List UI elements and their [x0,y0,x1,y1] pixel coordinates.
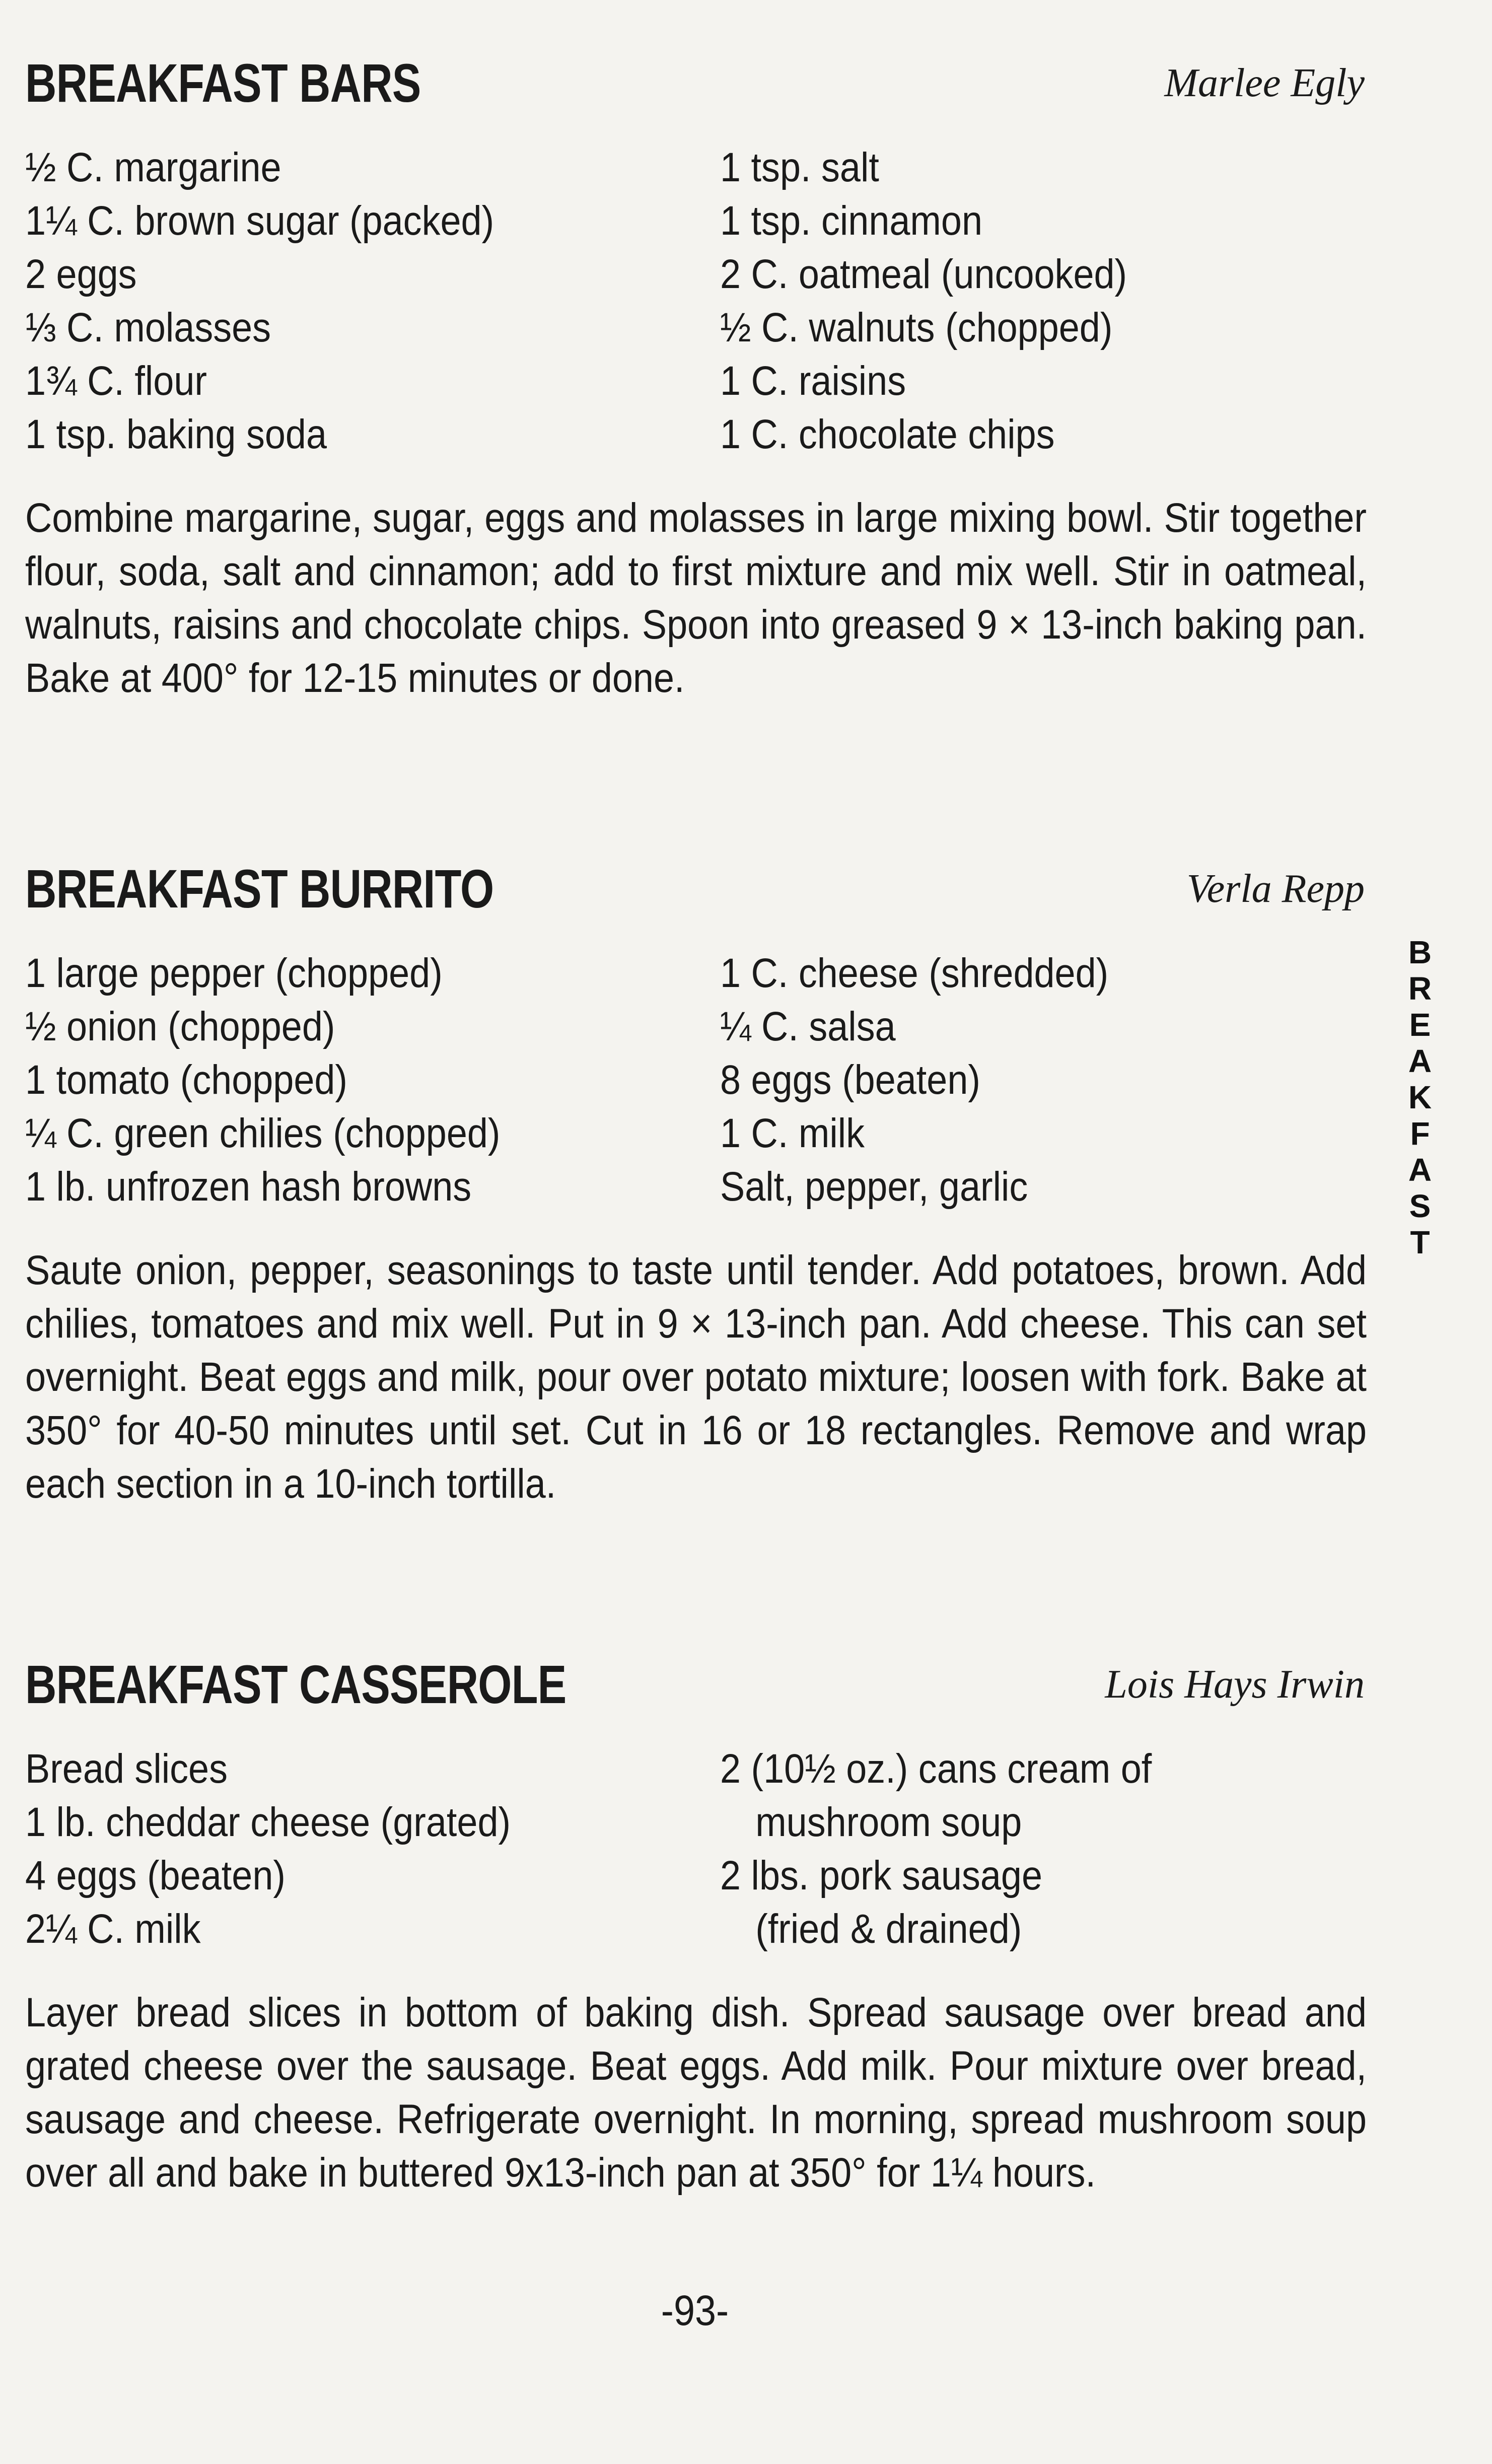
recipe-title: BREAKFAST BURRITO [25,858,494,919]
ingredients-left-column [25,947,651,1214]
ingredients-left-column [25,141,651,461]
recipe-header [25,50,1365,121]
ingredient: (fried & drained) [755,1906,1022,1952]
ingredient: 1 tsp. baking soda [25,411,327,457]
recipe-header [25,856,1365,927]
ingredient: ⅓ C. molasses [25,305,271,350]
ingredient: 1 C. cheese (shredded) [720,950,1109,996]
recipe-title: BREAKFAST CASSEROLE [25,1654,566,1715]
tab-letter: F [1410,1115,1430,1152]
ingredient: 1 C. chocolate chips [720,411,1055,457]
ingredient: 1 large pepper (chopped) [25,950,443,996]
ingredients-list [25,947,1365,1214]
ingredient: 2 eggs [25,251,137,297]
ingredients-list [25,141,1365,461]
ingredients-list [25,1742,1365,1956]
ingredients-right-column [720,141,1300,461]
recipe-author: Verla Repp [1186,867,1365,911]
ingredient: ¼ C. green chilies (chopped) [25,1110,501,1156]
ingredient: Salt, pepper, garlic [720,1164,1028,1210]
recipe-author: Lois Hays Irwin [1105,1662,1365,1707]
recipe-directions: Saute onion, pepper, seasonings to taste until tender. Add potatoes, brown. Add chilies, tomatoes and mix well. Put in 9 × 13-inch pan. Add cheese. This can set overnight. Beat eggs and milk, pour over potato mixture; loosen with fork. Bake at 350° for 40-50 minutes until set. Cut in 16 or 18 rectangles. Remove and wrap each section in a 10-inch tortilla. [25,1247,1367,1507]
ingredient: 2 lbs. pork sausage [720,1853,1042,1898]
ingredient: 4 eggs (beaten) [25,1853,286,1898]
ingredient: 1¾ C. flour [25,358,207,404]
recipe-breakfast-burrito [25,856,1365,1511]
tab-letter: A [1408,1043,1432,1079]
ingredient: 1¼ C. brown sugar (packed) [25,198,494,244]
ingredient: mushroom soup [755,1799,1022,1845]
ingredient: 1 lb. cheddar cheese (grated) [25,1799,511,1845]
ingredient: 1 C. raisins [720,358,906,404]
ingredient: 2¼ C. milk [25,1906,201,1952]
ingredient: 1 tomato (chopped) [25,1057,347,1103]
tab-letter: S [1409,1188,1431,1224]
recipe-author: Marlee Egly [1164,61,1365,105]
ingredient: 1 C. milk [720,1110,865,1156]
ingredient: 2 (10½ oz.) cans cream of [720,1746,1152,1792]
recipe-breakfast-bars [25,50,1365,705]
tab-letter: T [1410,1224,1430,1260]
ingredients-right-column [720,947,1300,1214]
tab-letter: E [1409,1007,1431,1043]
ingredient: 1 lb. unfrozen hash browns [25,1164,472,1210]
ingredient: 2 C. oatmeal (uncooked) [720,251,1127,297]
ingredient: 1 tsp. cinnamon [720,198,983,244]
tab-letter: R [1408,970,1432,1007]
ingredient: ½ C. margarine [25,145,281,190]
ingredient: ½ C. walnuts (chopped) [720,305,1113,350]
page-number: -93- [661,2287,729,2334]
ingredient: 1 tsp. salt [720,145,879,190]
tab-letter: K [1408,1079,1432,1115]
recipe-breakfast-casserole [25,1652,1365,2200]
recipe-directions: Combine margarine, sugar, eggs and molasses in large mixing bowl. Stir together flour, soda, salt and cinnamon; add to first mixture and mix well. Stir in oatmeal, walnuts, raisins and chocolate chips. Spoon into greased 9 × 13-inch baking pan. Bake at 400° for 12-15 minutes or done. [25,495,1367,701]
ingredients-left-column [25,1742,651,1956]
ingredients-right-column [720,1742,1300,1956]
ingredient: ¼ C. salsa [720,1004,896,1049]
tab-letter: B [1408,934,1432,970]
recipe-header [25,1652,1365,1722]
recipe-title: BREAKFAST BARS [25,52,421,113]
ingredient: ½ onion (chopped) [25,1004,335,1049]
ingredient: Bread slices [25,1746,228,1792]
section-tab-breakfast [1400,934,1440,1260]
tab-letter: A [1408,1152,1432,1188]
ingredient: 8 eggs (beaten) [720,1057,980,1103]
recipe-directions: Layer bread slices in bottom of baking dish. Spread sausage over bread and grated cheese over the sausage. Beat eggs. Add milk. Pour mixture over bread, sausage and cheese. Refrigerate overnight. In morning, spread mushroom soup over all and bake in buttered 9x13-inch pan at 350° for 1¼ hours. [25,1990,1367,2196]
